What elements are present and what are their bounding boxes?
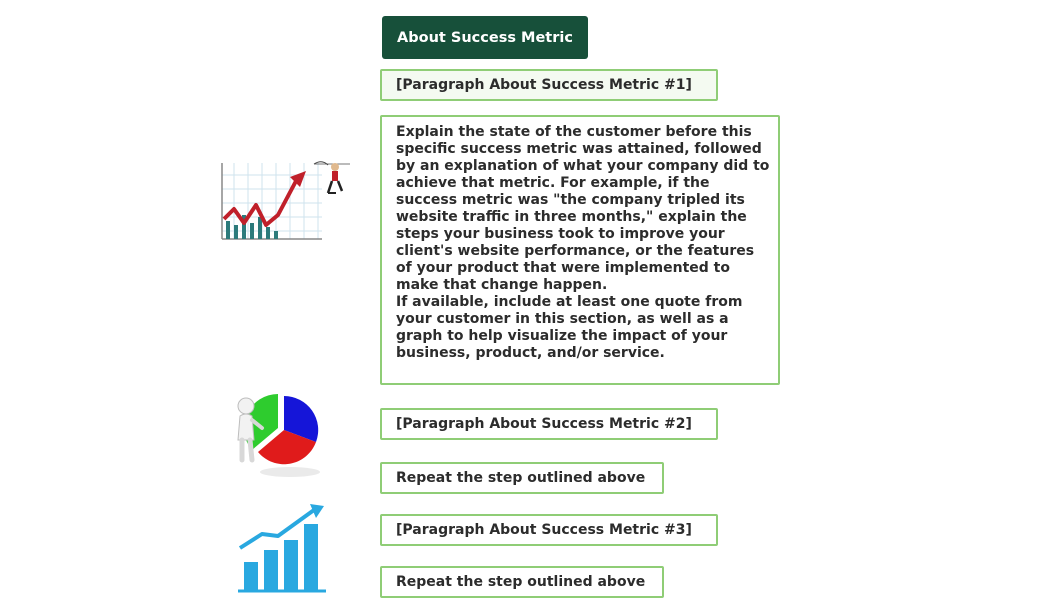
section-1-heading	[380, 69, 718, 101]
section-2-body	[380, 462, 664, 494]
page-title	[382, 16, 588, 59]
growth-bar-chart-icon	[234, 500, 330, 596]
page-title-text: About Success Metric	[397, 29, 573, 46]
section-2-heading-text: [Paragraph About Success Metric #2]	[396, 416, 692, 432]
section-3-body-text: Repeat the step outlined above	[396, 574, 646, 590]
rising-chart-with-figure-icon	[218, 155, 352, 247]
section-1-body	[380, 115, 780, 385]
section-3-heading	[380, 514, 718, 546]
section-1-paragraph-1: Explain the state of the customer before this specific success metric was attained, followed by an explanation of what your company did to achieve that metric. For example, if the success metric was "the company tripled its website traffic in three months," explain the steps your business took to improve your client's website performance, or the features of your product that were implemented to make that change happen.	[396, 124, 770, 293]
section-2-heading	[380, 408, 718, 440]
section-1-paragraph-2: If available, include at least one quote from your customer in this section, as well as a graph to help visualize the impact of your business, product, and/or service.	[396, 294, 743, 361]
pie-chart-with-figure-icon	[232, 388, 330, 480]
section-2-body-text: Repeat the step outlined above	[396, 470, 646, 486]
section-3-body	[380, 566, 664, 598]
section-1-heading-text: [Paragraph About Success Metric #1]	[396, 77, 692, 93]
section-3-heading-text: [Paragraph About Success Metric #3]	[396, 522, 692, 538]
